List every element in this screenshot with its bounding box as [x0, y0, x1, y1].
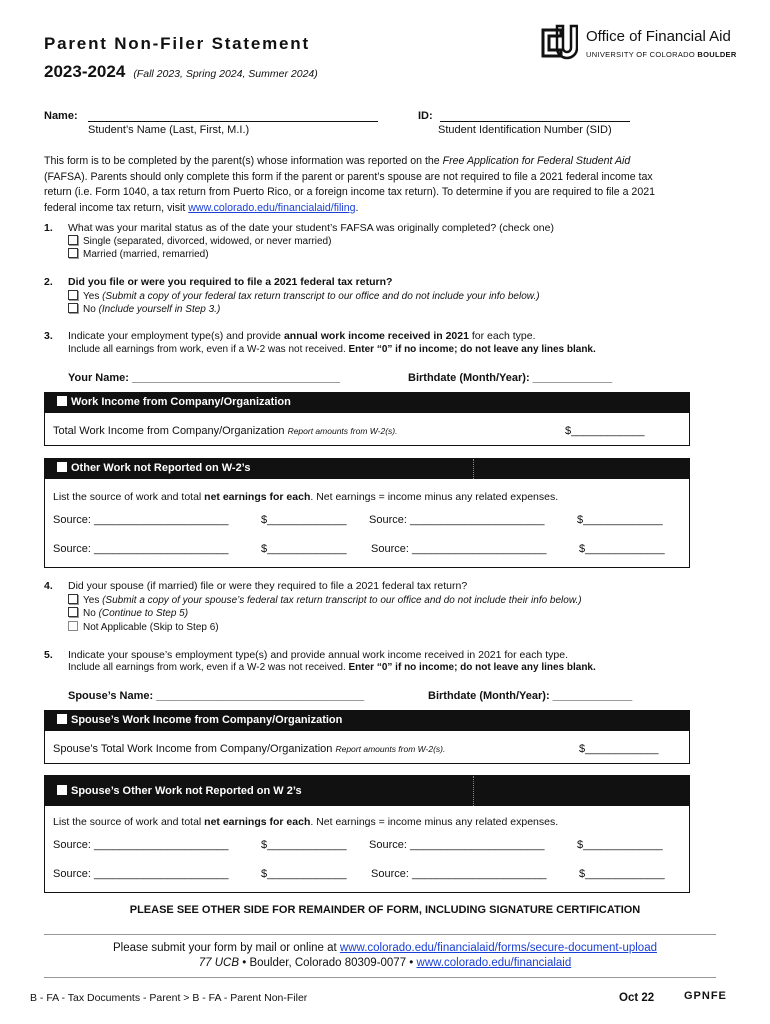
square-icon — [57, 785, 67, 795]
work-income-header: Work Income from Company/Organization — [45, 393, 689, 413]
spouse-work-income-header: Spouse’s Work Income from Company/Organization — [45, 711, 689, 731]
amount-field[interactable]: $_____________ — [261, 514, 347, 526]
question-2: 2. Did you file or were you required to file a 2021 federal tax return? — [44, 276, 393, 288]
spouse-name-field[interactable]: Spouse’s Name: __________________________________ — [68, 690, 365, 702]
q4-option-na[interactable]: Not Applicable (Skip to Step 6) — [68, 621, 219, 634]
square-icon — [57, 462, 67, 472]
work-income-box — [44, 392, 690, 446]
square-icon — [57, 396, 67, 406]
amount-field[interactable]: $_____________ — [579, 868, 665, 880]
spouse-work-income-box — [44, 710, 690, 764]
checkbox[interactable] — [68, 235, 78, 245]
other-work-header: Other Work not Reported on W-2’s — [45, 459, 689, 479]
amount-field[interactable]: $_____________ — [577, 839, 663, 851]
source-field[interactable]: Source: ______________________ — [53, 514, 229, 526]
question-5: 5. Indicate your spouse’s employment type(s) and provide annual work income received in 2021 for each type. — [44, 649, 569, 661]
question-3: 3. Indicate your employment type(s) and provide annual work income received in 2021 for each type. — [44, 330, 536, 342]
mailing-address: 77 UCB • Boulder, Colorado 80309-0077 • www.colorado.edu/financialaid — [198, 957, 572, 969]
spouse-birthdate-field[interactable]: Birthdate (Month/Year): _____________ — [428, 690, 633, 702]
upload-link[interactable]: www.colorado.edu/financialaid/forms/secure-document-upload — [339, 942, 657, 954]
logo-office: Office of Financial Aid — [586, 28, 731, 45]
source-field[interactable]: Source: ______________________ — [53, 839, 229, 851]
student-id-field[interactable] — [440, 121, 630, 122]
source-field[interactable]: Source: ______________________ — [371, 868, 547, 880]
cu-logo — [540, 24, 740, 68]
q1-option-single[interactable]: Single (separated, divorced, widowed, or never married) — [68, 235, 331, 248]
amount-field[interactable]: $_____________ — [261, 868, 347, 880]
amount-field[interactable]: $_____________ — [261, 543, 347, 555]
work-income-row: Total Work Income from Company/Organization Report amounts from W-2(s). $____________ — [53, 425, 645, 437]
financialaid-link[interactable]: www.colorado.edu/financialaid — [416, 957, 572, 969]
question-4: 4. Did your spouse (if married) file or were they required to file a 2021 federal tax return? — [44, 580, 468, 592]
other-work-box — [44, 458, 690, 568]
spouse-other-work-header: Spouse’s Other Work not Reported on W 2’s — [45, 776, 689, 806]
id-label: ID: — [418, 110, 433, 122]
form-code: GPNFE — [684, 990, 727, 1002]
other-work-instructions: List the source of work and total net earnings for each. Net earnings = income minus any related expenses. — [53, 491, 559, 503]
checkbox[interactable] — [68, 303, 78, 313]
name-caption: Student’s Name (Last, First, M.I.) — [88, 124, 250, 136]
source-field[interactable]: Source: ______________________ — [369, 514, 545, 526]
terms-label: (Fall 2023, Spring 2024, Summer 2024) — [133, 68, 318, 80]
q3-note: Include all earnings from work, even if a W-2 was not received. Enter “0” if no income; do not leave any lines blank. — [68, 344, 596, 355]
q2-option-no[interactable]: No (Include yourself in Step 3.) — [68, 303, 220, 316]
year-label: 2023-2024 — [44, 62, 126, 81]
question-1: 1. What was your marital status as of the date your student’s FAFSA was originally completed? (check one) — [44, 222, 554, 234]
amount-field[interactable]: $_____________ — [261, 839, 347, 851]
checkbox[interactable] — [68, 594, 78, 604]
source-field[interactable]: Source: ______________________ — [53, 868, 229, 880]
your-name-field[interactable]: Your Name: __________________________________ — [68, 372, 340, 384]
q2-option-yes[interactable]: Yes (Submit a copy of your federal tax return transcript to our office and do not include your info below.) — [68, 290, 540, 303]
name-label: Name: — [44, 110, 78, 122]
checkbox[interactable] — [68, 290, 78, 300]
work-income-amount[interactable]: $____________ — [565, 425, 645, 437]
intro-paragraph: This form is to be completed by the parent(s) whose information was reported on the Free Application for Federal Student Aid (FAFSA). Parents should only complete this form if the parent or parent’s spouse are not required to file a 2021 federal income tax return (i.e. Form 1040, a tax return from Puerto Rico, or a foreign income tax return). To determine if you are required to file a 2021 federal income tax return, visit www.colorado.edu/financialaid/filing. — [44, 155, 656, 214]
q5-note: Include all earnings from work, even if a W-2 was not received. Enter “0” if no income; do not leave any lines blank. — [68, 662, 596, 673]
submit-instructions: Please submit your form by mail or online at www.colorado.edu/financialaid/forms/secure-document-upload — [113, 942, 657, 954]
checkbox[interactable] — [68, 621, 78, 631]
student-name-field[interactable] — [88, 121, 378, 122]
q4-option-no[interactable]: No (Continue to Step 5) — [68, 607, 188, 620]
divider — [44, 934, 716, 935]
amount-field[interactable]: $_____________ — [579, 543, 665, 555]
source-field[interactable]: Source: ______________________ — [369, 839, 545, 851]
your-birthdate-field[interactable]: Birthdate (Month/Year): _____________ — [408, 372, 613, 384]
spouse-work-income-amount[interactable]: $____________ — [579, 743, 659, 755]
cu-logo-icon — [540, 24, 578, 62]
checkbox[interactable] — [68, 248, 78, 258]
checkbox[interactable] — [68, 607, 78, 617]
page-title: Parent Non-Filer Statement — [44, 34, 310, 53]
q4-option-yes[interactable]: Yes (Submit a copy of your spouse’s federal tax return transcript to our office and do not include their info below.) — [68, 594, 582, 607]
aid-year — [44, 62, 318, 82]
logo-university: UNIVERSITY OF COLORADO BOULDER — [586, 50, 737, 59]
document-path: B - FA - Tax Documents - Parent > B - FA - Parent Non-Filer — [30, 992, 308, 1004]
spouse-other-work-instructions: List the source of work and total net earnings for each. Net earnings = income minus any related expenses. — [53, 816, 559, 828]
filing-link[interactable]: www.colorado.edu/financialaid/filing — [188, 201, 356, 214]
amount-field[interactable]: $_____________ — [577, 514, 663, 526]
id-caption: Student Identification Number (SID) — [438, 124, 612, 136]
divider — [44, 977, 716, 978]
source-field[interactable]: Source: ______________________ — [53, 543, 229, 555]
revision-date: Oct 22 — [619, 992, 655, 1004]
see-other-side-notice: PLEASE SEE OTHER SIDE FOR REMAINDER OF FORM, INCLUDING SIGNATURE CERTIFICATION — [129, 904, 641, 916]
source-field[interactable]: Source: ______________________ — [371, 543, 547, 555]
q1-option-married[interactable]: Married (married, remarried) — [68, 248, 209, 261]
spouse-work-income-row: Spouse’s Total Work Income from Company/Organization Report amounts from W-2(s). $____________ — [53, 743, 659, 755]
spouse-other-work-box — [44, 775, 690, 893]
square-icon — [57, 714, 67, 724]
